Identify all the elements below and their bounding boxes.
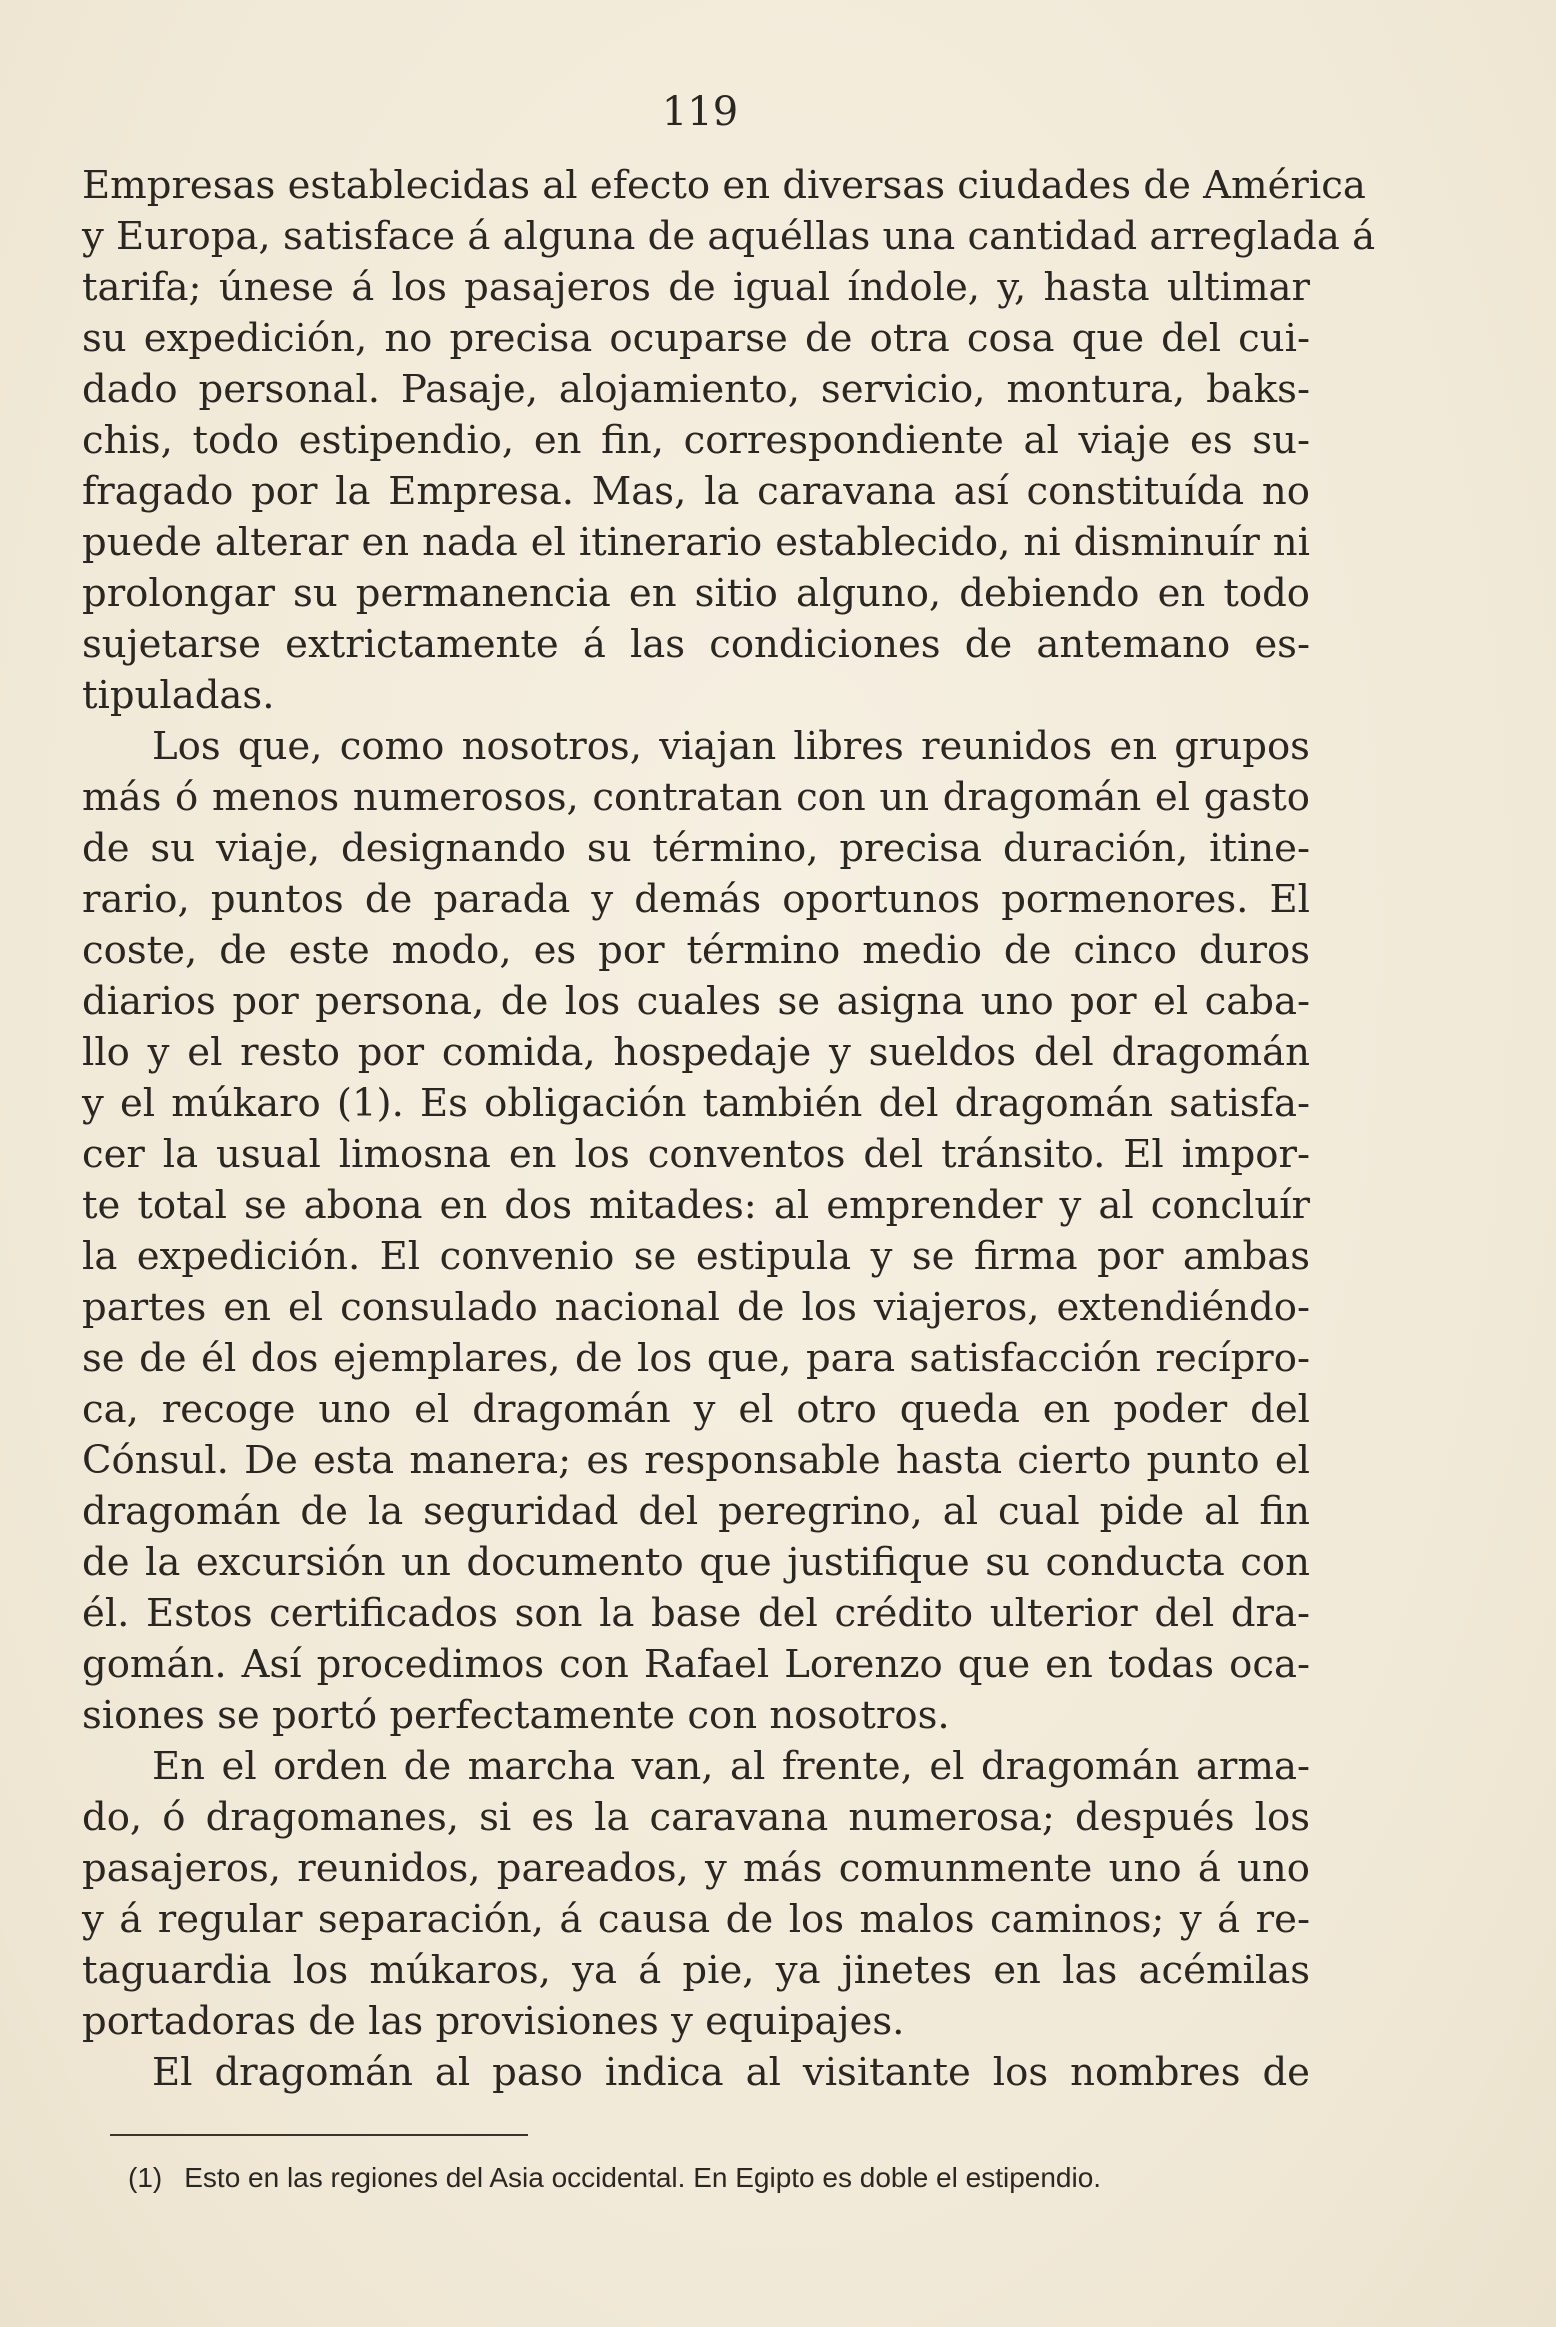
text-line: dado personal. Pasaje, alojamiento, servicio, montura, baks-	[82, 367, 1310, 412]
text-line: pasajeros, reunidos, pareados, y más comunmente uno á uno	[82, 1846, 1310, 1891]
text-line: él. Estos certificados son la base del crédito ulterior del dra-	[82, 1591, 1310, 1636]
text-line: chis, todo estipendio, en fin, correspondiente al viaje es su-	[82, 418, 1310, 463]
text-line: En el orden de marcha van, al frente, el dragomán arma-	[152, 1744, 1310, 1789]
text-line: Empresas establecidas al efecto en diversas ciudades de América	[82, 163, 1366, 208]
text-line: prolongar su permanencia en sitio alguno, debiendo en todo	[82, 571, 1310, 616]
text-line: y á regular separación, á causa de los malos caminos; y á re-	[82, 1897, 1310, 1942]
text-line: siones se portó perfectamente con nosotros.	[82, 1693, 950, 1738]
footnote-divider	[110, 2134, 528, 2136]
text-line: sujetarse extrictamente á las condiciones de antemano es-	[82, 622, 1310, 667]
text-line: Cónsul. De esta manera; es responsable hasta cierto punto el	[82, 1438, 1310, 1483]
text-line: do, ó dragomanes, si es la caravana numerosa; después los	[82, 1795, 1310, 1840]
text-line: y el múkaro (1). Es obligación también del dragomán satisfa-	[82, 1081, 1310, 1126]
text-line: fragado por la Empresa. Mas, la caravana así constituída no	[82, 469, 1310, 514]
text-line: tipuladas.	[82, 673, 275, 718]
text-line: cer la usual limosna en los conventos del tránsito. El impor-	[82, 1132, 1310, 1177]
text-line: y Europa, satisface á alguna de aquéllas una cantidad arreglada á	[82, 214, 1376, 259]
text-line: puede alterar en nada el itinerario establecido, ni disminuír ni	[82, 520, 1310, 565]
text-line: más ó menos numerosos, contratan con un dragomán el gasto	[82, 775, 1310, 820]
text-line: de la excursión un documento que justifique su conducta con	[82, 1540, 1310, 1585]
text-line: partes en el consulado nacional de los viajeros, extendiéndo-	[82, 1285, 1310, 1330]
text-line: coste, de este modo, es por término medio de cinco duros	[82, 928, 1310, 973]
text-line: diarios por persona, de los cuales se asigna uno por el caba-	[82, 979, 1310, 1024]
text-line: se de él dos ejemplares, de los que, para satisfacción recípro-	[82, 1336, 1310, 1381]
text-line: Los que, como nosotros, viajan libres reunidos en grupos	[152, 724, 1310, 769]
text-line: llo y el resto por comida, hospedaje y sueldos del dragomán	[82, 1030, 1310, 1075]
text-line: rario, puntos de parada y demás oportunos pormenores. El	[82, 877, 1310, 922]
text-line: te total se abona en dos mitades: al emprender y al concluír	[82, 1183, 1310, 1228]
footnote	[128, 2158, 1288, 2198]
text-line: dragomán de la seguridad del peregrino, al cual pide al fin	[82, 1489, 1310, 1534]
text-line: la expedición. El convenio se estipula y se firma por ambas	[82, 1234, 1310, 1279]
text-line: de su viaje, designando su término, precisa duración, itine-	[82, 826, 1310, 871]
text-line: portadoras de las provisiones y equipajes.	[82, 1999, 905, 2044]
text-line: El dragomán al paso indica al visitante los nombres de	[152, 2050, 1310, 2095]
text-line: ca, recoge uno el dragomán y el otro queda en poder del	[82, 1387, 1310, 1432]
page-number: 119	[661, 89, 739, 135]
text-line: taguardia los múkaros, ya á pie, ya jinetes en las acémilas	[82, 1948, 1310, 1993]
text-line: gomán. Así procedimos con Rafael Lorenzo que en todas oca-	[82, 1642, 1310, 1687]
text-line: tarifa; únese á los pasajeros de igual índole, y, hasta ultimar	[82, 265, 1310, 310]
text-line: su expedición, no precisa ocuparse de otra cosa que del cui-	[82, 316, 1310, 361]
footnote-mark: (1)	[128, 2162, 163, 2193]
footnote-text: Esto en las regiones del Asia occidental. En Egipto es doble el estipendio.	[184, 2162, 1102, 2193]
body-text	[82, 160, 1376, 2098]
